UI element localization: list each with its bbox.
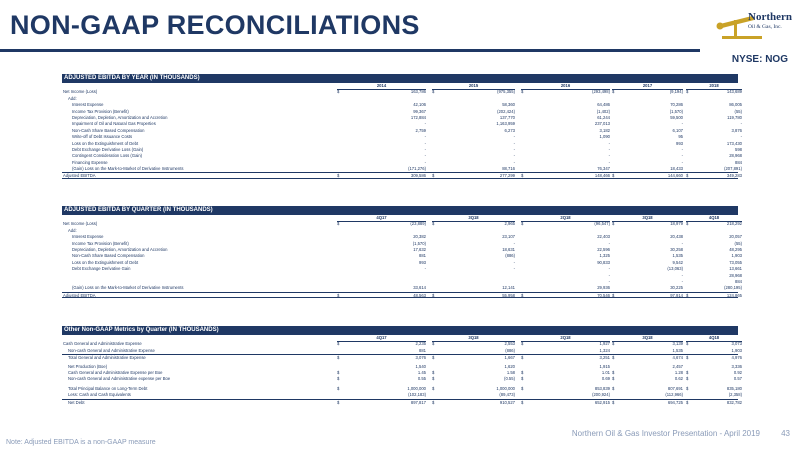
row-label: Loss on the Extinguishment of Debt	[72, 259, 139, 265]
currency-symbol: $	[612, 89, 615, 95]
table-cell: 22,596	[597, 246, 610, 252]
currency-symbol: $	[521, 385, 524, 391]
currency-symbol: $	[337, 369, 340, 375]
table-cell: 61,244	[597, 114, 610, 120]
table-cell: 3,336	[731, 363, 742, 369]
table-cell: (23,889)	[410, 221, 426, 227]
table-cell: 2,235	[415, 341, 426, 347]
currency-symbol: $	[432, 385, 435, 391]
table-cell: 13,661	[729, 266, 742, 272]
currency-symbol: $	[432, 341, 435, 347]
currency-symbol: $	[612, 376, 615, 382]
table-cell: -	[513, 146, 515, 152]
table-cell: 1,000,000	[496, 385, 515, 391]
column-header: 2017	[612, 83, 683, 90]
table-cell: 881	[419, 347, 426, 353]
logo-rig-base	[722, 36, 762, 39]
table-cell: -	[424, 121, 426, 127]
table-cell: (13,063)	[667, 266, 683, 272]
table-cell: (293,498)	[592, 89, 610, 95]
table-cell: 694,725	[667, 399, 683, 405]
table-cell: -	[513, 134, 515, 140]
row-label: Interest Expense	[72, 102, 104, 108]
table-cell: -	[681, 240, 683, 246]
table-cell: 30,225	[670, 285, 683, 291]
table-cell: (0.55)	[504, 376, 515, 382]
table-cell: 2,965	[504, 221, 515, 227]
table-cell: 3,076	[415, 355, 426, 361]
table-cell: 881	[419, 253, 426, 259]
table-cell: (171,276)	[408, 166, 426, 172]
currency-symbol: $	[337, 355, 340, 361]
currency-symbol: $	[432, 173, 435, 179]
table-cell: -	[681, 278, 683, 284]
table-cell: (202,424)	[497, 108, 515, 114]
table-cell: 4,976	[731, 355, 742, 361]
table-cell: 1,090	[599, 134, 610, 140]
table-cell: 884	[735, 159, 742, 165]
column-header: 4Q18	[686, 335, 742, 342]
column-header: 2018	[686, 83, 742, 90]
table-cell: 309,586	[410, 173, 426, 179]
table-cell: -	[424, 140, 426, 146]
currency-symbol: $	[337, 221, 340, 227]
column-header: 2015	[432, 83, 515, 90]
currency-symbol: $	[521, 221, 524, 227]
table-cell: -	[681, 146, 683, 152]
table-cell: 3,073	[731, 341, 742, 347]
row-label: Add:	[68, 95, 77, 101]
table-cell: 1,540	[415, 363, 426, 369]
table-cell: (1,402)	[596, 108, 610, 114]
table-heading: ADJUSTED EBITDA BY QUARTER (IN THOUSANDS)	[62, 206, 738, 215]
column-header: 3Q18	[432, 335, 515, 342]
table-cell: (1,570)	[669, 108, 683, 114]
table-cell: 58,360	[502, 102, 515, 108]
column-header: 2Q18	[521, 335, 610, 342]
footnote: Note: Adjusted EBITDA is a non-GAAP measure	[6, 439, 156, 446]
table-cell: 832,782	[726, 399, 742, 405]
row-label: Less: Cash and Cash Equivalents	[68, 392, 131, 398]
table-cell: 18,433	[670, 166, 683, 172]
row-label: Debt Exchange Derivative Gain	[72, 266, 131, 272]
table-cell: 6,273	[504, 127, 515, 133]
currency-symbol: $	[521, 369, 524, 375]
table-heading: Other Non-GAAP Metrics by Quarter (IN THOUSANDS)	[62, 326, 738, 335]
currency-symbol: $	[432, 89, 435, 95]
currency-symbol: $	[686, 385, 689, 391]
table-cell: 1,325	[599, 253, 610, 259]
table-cell: 218,292	[726, 221, 742, 227]
currency-symbol: $	[521, 399, 524, 405]
table-cell: 1,535	[672, 347, 683, 353]
row-label: Cash General and Administrative Expense per Boe	[68, 369, 163, 375]
row-label: Depreciation, Depletion, Amortization and Accretion	[72, 246, 168, 252]
table-cell: 148,466	[594, 173, 610, 179]
row-label: Adjusted EBITDA	[63, 292, 96, 298]
table-cell: 20,438	[670, 234, 683, 240]
table-cell: 143,689	[726, 89, 742, 95]
currency-symbol: $	[686, 399, 689, 405]
table-cell: (2,358)	[728, 392, 742, 398]
table-cell: 1,620	[504, 363, 515, 369]
table-cell: 1.01	[601, 369, 610, 375]
currency-symbol: $	[686, 292, 689, 298]
logo-rig-head	[717, 23, 724, 30]
table-cell: 20,057	[729, 234, 742, 240]
column-header: 4Q17	[337, 215, 426, 222]
currency-symbol: $	[612, 173, 615, 179]
column-header: 2014	[337, 83, 426, 90]
table-cell: -	[681, 272, 683, 278]
currency-symbol: $	[337, 399, 340, 405]
table-cell: 853,839	[594, 385, 610, 391]
table-cell: 59,500	[670, 114, 683, 120]
table-cell: -	[513, 240, 515, 246]
currency-symbol: $	[686, 369, 689, 375]
currency-symbol: $	[612, 221, 615, 227]
table-cell: 1,903	[731, 347, 742, 353]
table-cell: 1,163,959	[496, 121, 515, 127]
table-cell: -	[513, 159, 515, 165]
table-cell: 910,527	[499, 399, 515, 405]
other-metrics-table	[62, 326, 742, 405]
row-label: Interest Expense	[72, 234, 104, 240]
table-cell: 18,979	[670, 221, 683, 227]
table-cell: 0.69	[601, 376, 610, 382]
currency-symbol: $	[612, 355, 615, 361]
table-cell: -	[608, 240, 610, 246]
table-cell: -	[608, 140, 610, 146]
row-label: Adjusted EBITDA	[63, 173, 96, 179]
table-cell: 1.58	[506, 369, 515, 375]
table-cell: (112,966)	[665, 392, 683, 398]
currency-symbol: $	[612, 385, 615, 391]
table-cell: (200,924)	[592, 392, 610, 398]
table-cell: (89,473)	[499, 392, 515, 398]
row-label: Income Tax Provision (Benefit)	[72, 108, 129, 114]
table-cell: 1,324	[599, 347, 610, 353]
table-cell: -	[608, 278, 610, 284]
table-cell: 237,013	[594, 121, 610, 127]
table-cell: 0.62	[674, 376, 683, 382]
currency-symbol: $	[432, 221, 435, 227]
currency-symbol: $	[521, 355, 524, 361]
table-cell: 86,005	[729, 102, 742, 108]
currency-symbol: $	[521, 292, 524, 298]
currency-symbol: $	[337, 385, 340, 391]
table-cell: 95	[678, 134, 683, 140]
table-cell: -	[424, 153, 426, 159]
table-cell: 42,106	[413, 102, 426, 108]
column-header: 3Q18	[612, 335, 683, 342]
table-cell: 598	[735, 146, 742, 152]
table-cell: 349,283	[726, 173, 742, 179]
table-cell: 119,780	[727, 114, 742, 120]
row-label: Financing Expense	[72, 159, 108, 165]
currency-symbol: $	[432, 376, 435, 382]
currency-symbol: $	[612, 341, 615, 347]
ebitda-by-quarter-table	[62, 206, 742, 298]
row-label: Total Principal Balance on Long-Term Debt	[68, 385, 148, 391]
currency-symbol: $	[521, 376, 524, 382]
table-cell: 3,876	[731, 127, 742, 133]
table-cell: -	[513, 140, 515, 146]
table-cell: -	[424, 134, 426, 140]
logo-line1: Northern	[748, 11, 792, 23]
table-cell: 20,382	[413, 234, 426, 240]
currency-symbol: $	[521, 341, 524, 347]
table-cell: 1,927	[599, 341, 610, 347]
logo-line2: Oil & Gas, Inc.	[748, 24, 782, 30]
table-cell: -	[424, 159, 426, 165]
table-cell: 97,914	[670, 292, 683, 298]
table-cell: 33,614	[413, 285, 426, 291]
table-cell: 2,457	[672, 363, 683, 369]
table-cell: 4,674	[672, 355, 683, 361]
table-cell: 144,660	[667, 173, 683, 179]
table-cell: 137,770	[499, 114, 515, 120]
table-cell: 652,915	[594, 399, 610, 405]
table-cell: (975,355)	[497, 89, 515, 95]
table-cell: 70,546	[597, 292, 610, 298]
table-cell: 0.92	[733, 369, 742, 375]
column-header: 4Q17	[337, 335, 426, 342]
page-title: NON-GAAP RECONCILIATIONS	[10, 10, 420, 40]
logo-wordmark	[748, 12, 792, 31]
row-label: Impairment of Oil and Natural Gas Properties	[72, 121, 156, 127]
table-cell: -	[608, 266, 610, 272]
table-cell: -	[681, 153, 683, 159]
row-label: Write-off of Debt Issuance Costs	[72, 134, 133, 140]
table-cell: -	[424, 266, 426, 272]
table-cell: 30,258	[670, 246, 683, 252]
table-cell: (9,194)	[669, 89, 683, 95]
row-label: Total General and Administrative Expense	[68, 355, 146, 361]
row-label: Non-cash General and Administrative Expense	[68, 347, 155, 353]
table-cell: -	[608, 272, 610, 278]
currency-symbol: $	[432, 292, 435, 298]
table-cell: 807,691	[667, 385, 683, 391]
row-label: Loss on the Extinguishment of Debt	[72, 140, 139, 146]
ebitda-by-year-table	[62, 74, 742, 179]
logo-rig-post	[734, 20, 737, 36]
table-cell: 23,107	[502, 234, 515, 240]
row-label: Net Production (Boe)	[68, 363, 108, 369]
row-label: Non-cash General and Administrative expense per Boe	[68, 376, 171, 382]
table-cell: -	[681, 121, 683, 127]
currency-symbol: $	[521, 173, 524, 179]
title-rule	[0, 49, 700, 52]
column-header: 4Q18	[686, 215, 742, 222]
currency-symbol: $	[337, 341, 340, 347]
table-cell: 12,141	[502, 285, 515, 291]
row-label: Net Debt	[68, 399, 85, 405]
currency-symbol: $	[337, 376, 340, 382]
table-cell: (207,891)	[724, 166, 742, 172]
currency-symbol: $	[686, 89, 689, 95]
table-cell: 28,968	[729, 272, 742, 278]
currency-symbol: $	[337, 89, 340, 95]
currency-symbol: $	[686, 376, 689, 382]
currency-symbol: $	[686, 341, 689, 347]
table-cell: 835,180	[726, 385, 742, 391]
table-cell: 0.55	[417, 376, 426, 382]
table-cell: (55)	[734, 240, 742, 246]
table-cell: 172,884	[410, 114, 426, 120]
table-cell: 6,107	[672, 127, 683, 133]
table-row	[62, 376, 742, 382]
table-cell: 22,403	[597, 234, 610, 240]
table-cell: 1.45	[417, 369, 426, 375]
table-cell: 1.28	[674, 369, 683, 375]
table-cell: 29,936	[597, 285, 610, 291]
currency-symbol: $	[521, 89, 524, 95]
table-cell: 173,430	[726, 140, 742, 146]
table-cell: 1,000,000	[407, 385, 426, 391]
table-cell: 897,817	[410, 399, 426, 405]
table-heading: ADJUSTED EBITDA BY YEAR (IN THOUSANDS)	[62, 74, 738, 83]
column-header: 2016	[521, 83, 610, 90]
table-cell: 0.57	[733, 376, 742, 382]
row-label: (Gain) Loss on the Mark-to-Market of Derivative Instruments	[72, 166, 184, 172]
table-cell: 76,347	[597, 166, 610, 172]
table-cell: 2,553	[504, 341, 515, 347]
column-header: 3Q18	[432, 215, 515, 222]
table-cell: 88,716	[502, 166, 515, 172]
currency-symbol: $	[432, 355, 435, 361]
table-cell: 48,295	[729, 246, 742, 252]
page-number: 43	[781, 429, 790, 438]
currency-symbol: $	[612, 399, 615, 405]
table-cell: 993	[419, 259, 426, 265]
table-cell: 1,667	[504, 355, 515, 361]
table-cell: 3,251	[599, 355, 610, 361]
table-cell: -	[424, 146, 426, 152]
table-cell: -	[681, 159, 683, 165]
table-cell: (55)	[734, 108, 742, 114]
table-cell: 3,182	[599, 127, 610, 133]
table-cell: (102,183)	[408, 392, 426, 398]
currency-symbol: $	[686, 173, 689, 179]
currency-symbol: $	[432, 399, 435, 405]
column-header: 2Q18	[521, 215, 610, 222]
row-label: Debt Exchange Derivative Loss (Gain)	[72, 146, 144, 152]
row-label: Net Income (Loss)	[63, 221, 98, 227]
row-label: Income Tax Provision (Benefit)	[72, 240, 129, 246]
footer-text: Northern Oil & Gas Investor Presentation - April 2019	[571, 429, 760, 438]
table-cell: 3,139	[672, 341, 683, 347]
table-cell: -	[608, 153, 610, 159]
table-cell: 277,299	[499, 173, 515, 179]
table-row	[62, 354, 742, 361]
table-cell: (1,570)	[412, 240, 426, 246]
row-label: Non-Cash Share Based Compensation	[72, 127, 145, 133]
table-cell: 64,486	[597, 102, 610, 108]
currency-symbol: $	[432, 369, 435, 375]
table-cell: 48,563	[413, 292, 426, 298]
table-cell: (886)	[505, 347, 515, 353]
row-label: Cash General and Administrative Expense	[63, 341, 142, 347]
ticker: NYSE: NOG	[731, 54, 788, 65]
table-cell: 90,833	[597, 259, 610, 265]
table-cell: (96,547)	[594, 221, 610, 227]
row-label: Depreciation, Depletion, Amortization and Accretion	[72, 114, 168, 120]
table-cell: 55,958	[502, 292, 515, 298]
currency-symbol: $	[686, 355, 689, 361]
table-cell: 2,759	[415, 127, 426, 133]
table-cell: (886)	[505, 253, 515, 259]
table-row	[62, 172, 742, 179]
row-label: Non-Cash Share Based Compensation	[72, 253, 145, 259]
row-label: Net Income (Loss)	[63, 89, 98, 95]
table-cell: 884	[735, 278, 742, 284]
table-cell: 18,631	[502, 246, 515, 252]
table-cell: -	[608, 146, 610, 152]
currency-symbol: $	[337, 173, 340, 179]
row-label: Add:	[68, 227, 77, 233]
table-cell: 28,968	[729, 153, 742, 159]
column-header: 3Q18	[612, 215, 683, 222]
row-label: (Gain) Loss on the Mark-to-Market of Derivative Instruments	[72, 285, 184, 291]
currency-symbol: $	[612, 369, 615, 375]
table-cell: 124,865	[726, 292, 742, 298]
table-cell: 993	[676, 140, 683, 146]
table-cell: 1,535	[672, 253, 683, 259]
currency-symbol: $	[686, 221, 689, 227]
table-cell: -	[513, 153, 515, 159]
table-cell: 99,367	[413, 108, 426, 114]
table-cell: -	[513, 259, 515, 265]
table-row	[62, 399, 742, 405]
table-cell: -	[513, 266, 515, 272]
currency-symbol: $	[337, 292, 340, 298]
table-cell: 17,632	[413, 246, 426, 252]
table-cell: 73,055	[729, 259, 742, 265]
table-cell: 1,915	[599, 363, 610, 369]
table-cell: -	[740, 121, 742, 127]
table-cell: 9,542	[672, 259, 683, 265]
row-label: Contingent Consideration Loss (Gain)	[72, 153, 143, 159]
table-cell: 163,786	[410, 89, 426, 95]
table-cell: -	[740, 134, 742, 140]
table-cell: (280,195)	[724, 285, 742, 291]
currency-symbol: $	[612, 292, 615, 298]
table-cell: 70,286	[670, 102, 683, 108]
table-row	[62, 292, 742, 298]
table-cell: -	[608, 159, 610, 165]
table-cell: 1,903	[731, 253, 742, 259]
